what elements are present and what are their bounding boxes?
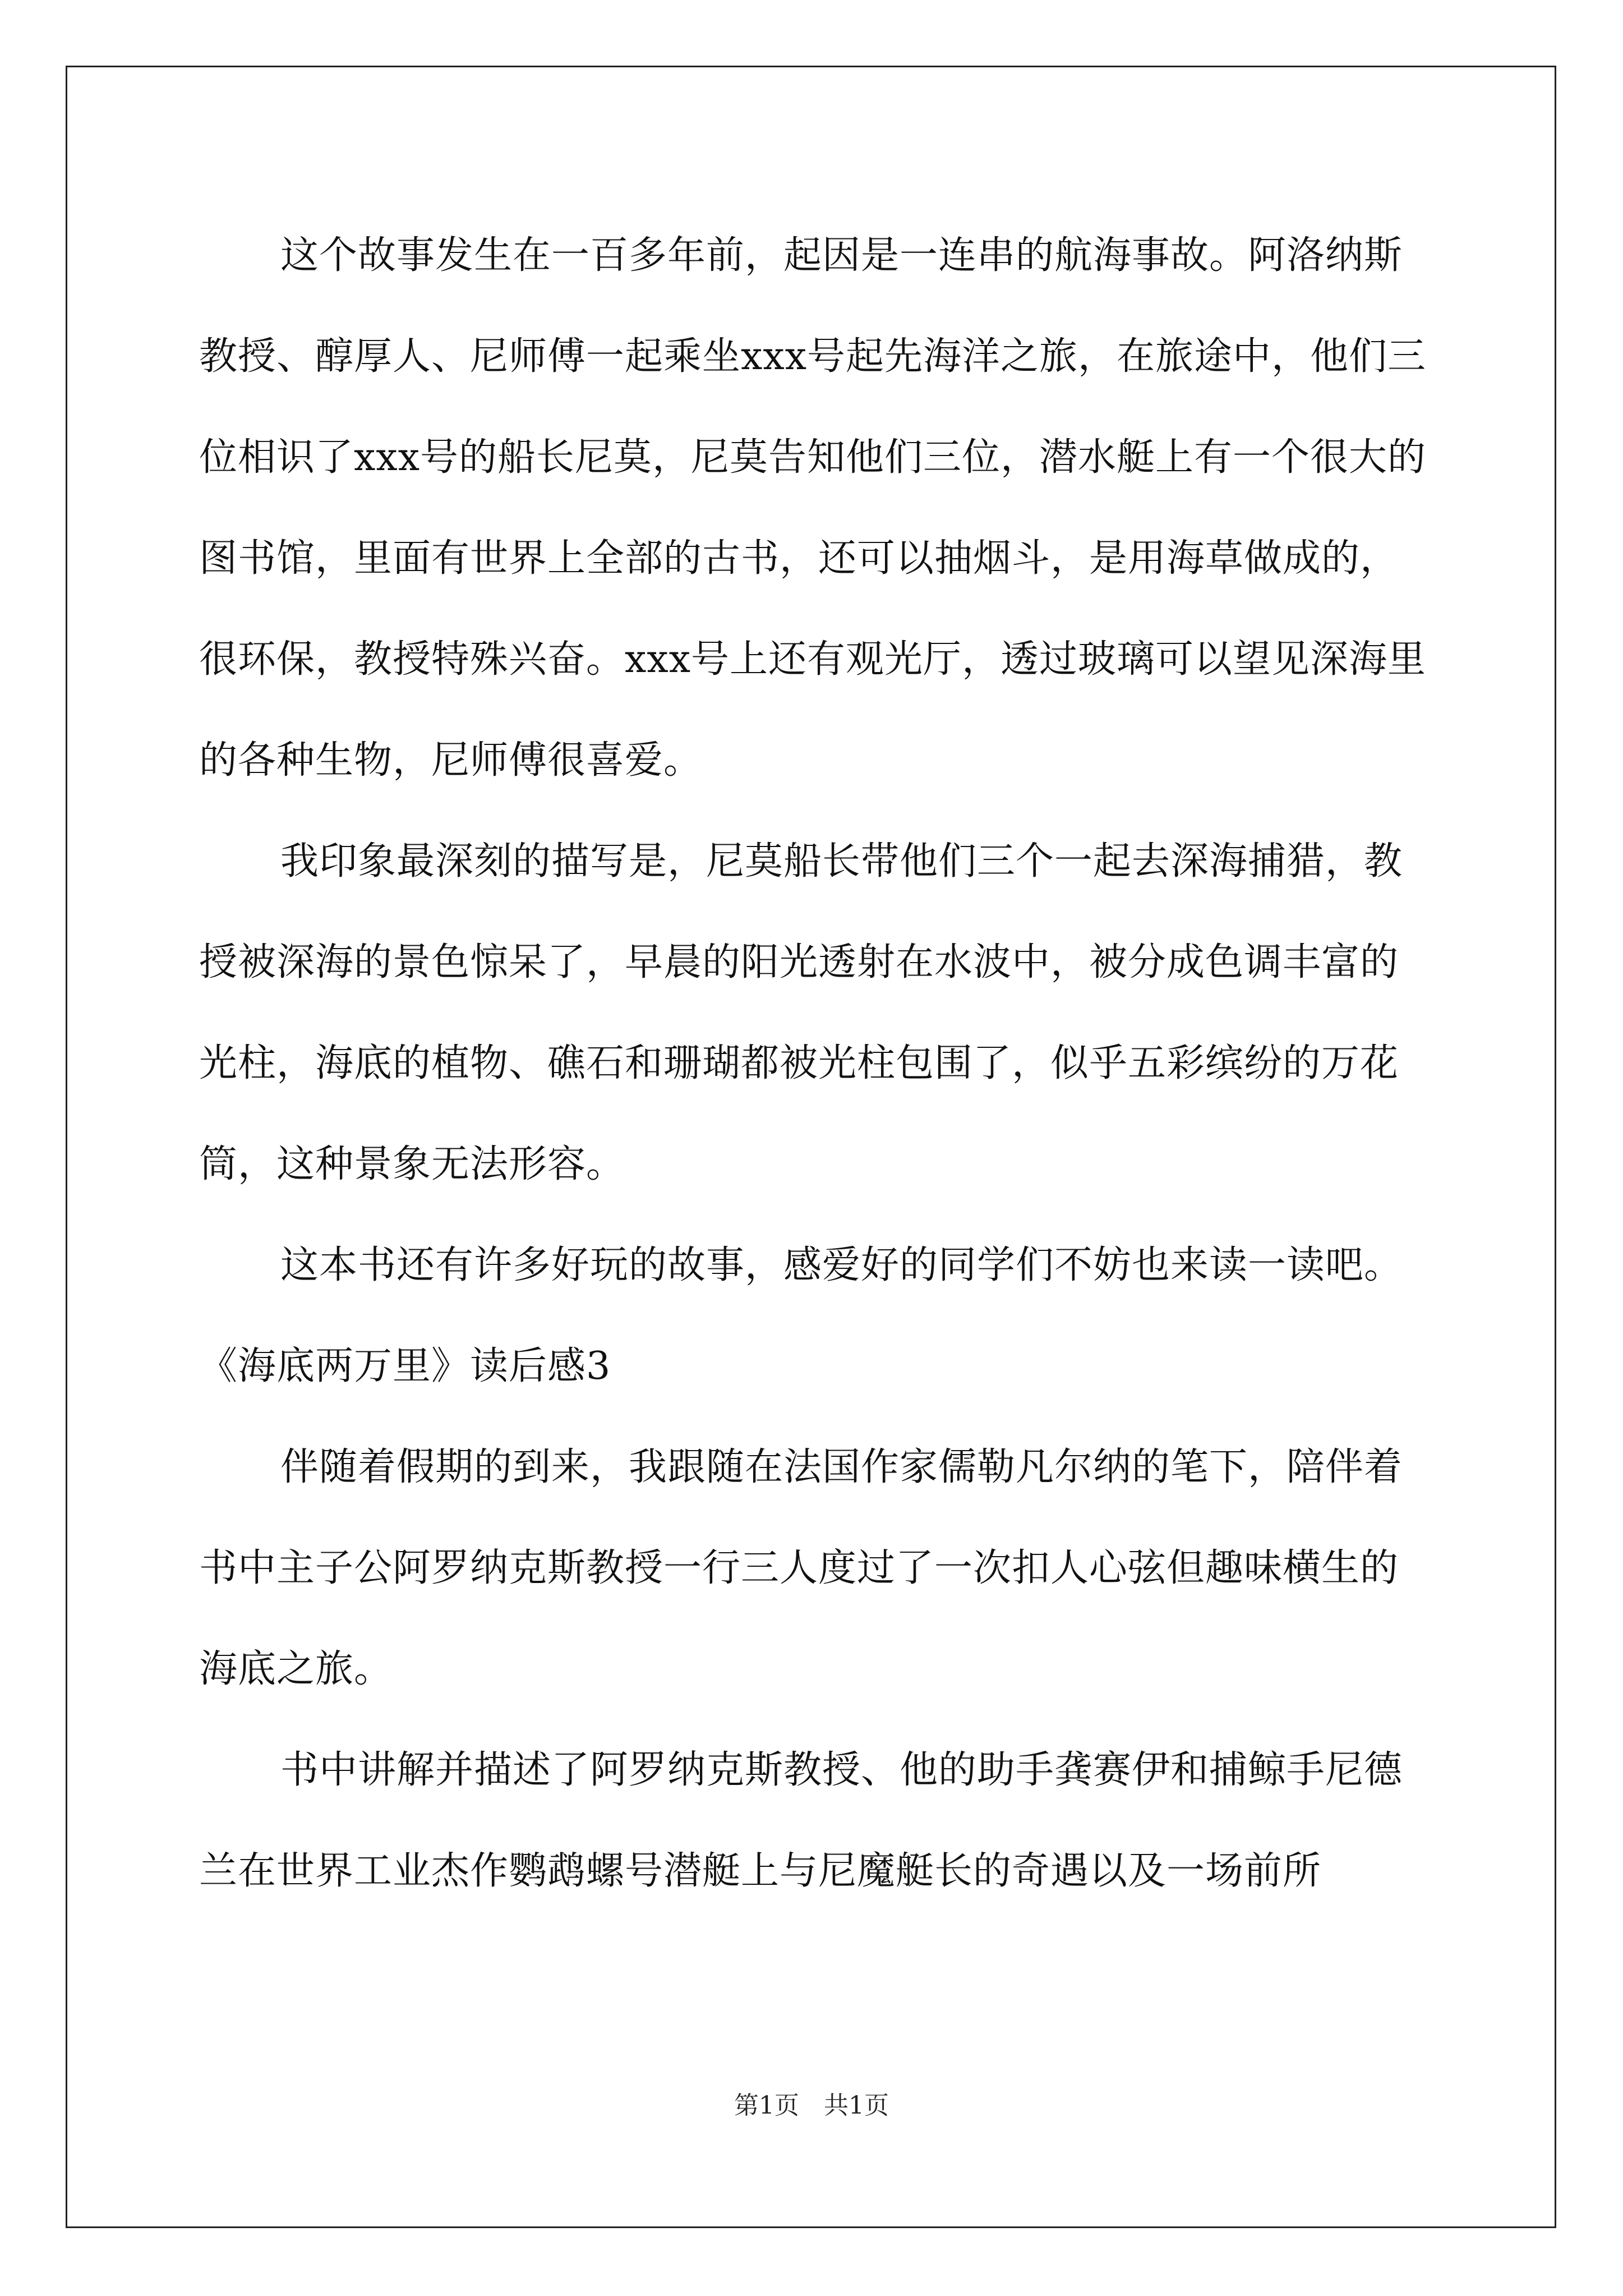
paragraph-4: 伴随着假期的到来，我跟随在法国作家儒勒凡尔纳的笔下，陪伴着书中主子公阿罗纳克斯教授一行三人度过了一次扣人心弦但趣味横生的海底之旅。	[199, 1445, 1403, 1691]
paragraph-1: 这个故事发生在一百多年前，起因是一连串的航海事故。阿洛纳斯教授、醇厚人、尼师傅一起乘坐xxx号起先海洋之旅，在旅途中，他们三位相识了xxx号的船长尼莫，尼莫告知他们三位，潜水艇上有一个很大的图书馆，里面有世界上全部的古书，还可以抽烟斗，是用海草做成的，很环保，教授特殊兴奋。xxx号上还有观光厅，透过玻璃可以望见深海里的各种生物，尼师傅很喜爱。	[199, 233, 1427, 783]
section-heading: 《海底两万里》读后感3	[199, 1344, 611, 1388]
paragraph-3: 这本书还有许多好玩的故事，感爱好的同学们不妨也来读一读吧。	[280, 1243, 1403, 1287]
page-number-footer: 第1页 共1页	[734, 2091, 889, 2120]
paragraph-2: 我印象最深刻的描写是，尼莫船长带他们三个一起去深海捕猎，教授被深海的景色惊呆了，早晨的阳光透射在水波中，被分成色调丰富的光柱，海底的植物、礁石和珊瑚都被光柱包围了，似乎五彩缤纷的万花筒，这种景象无法形容。	[199, 839, 1403, 1186]
document-body	[199, 205, 1427, 1922]
paragraph-5: 书中讲解并描述了阿罗纳克斯教授、他的助手龚赛伊和捕鲸手尼德兰在世界工业杰作鹦鹉螺号潜艇上与尼魔艇长的奇遇以及一场前所	[199, 1748, 1403, 1893]
